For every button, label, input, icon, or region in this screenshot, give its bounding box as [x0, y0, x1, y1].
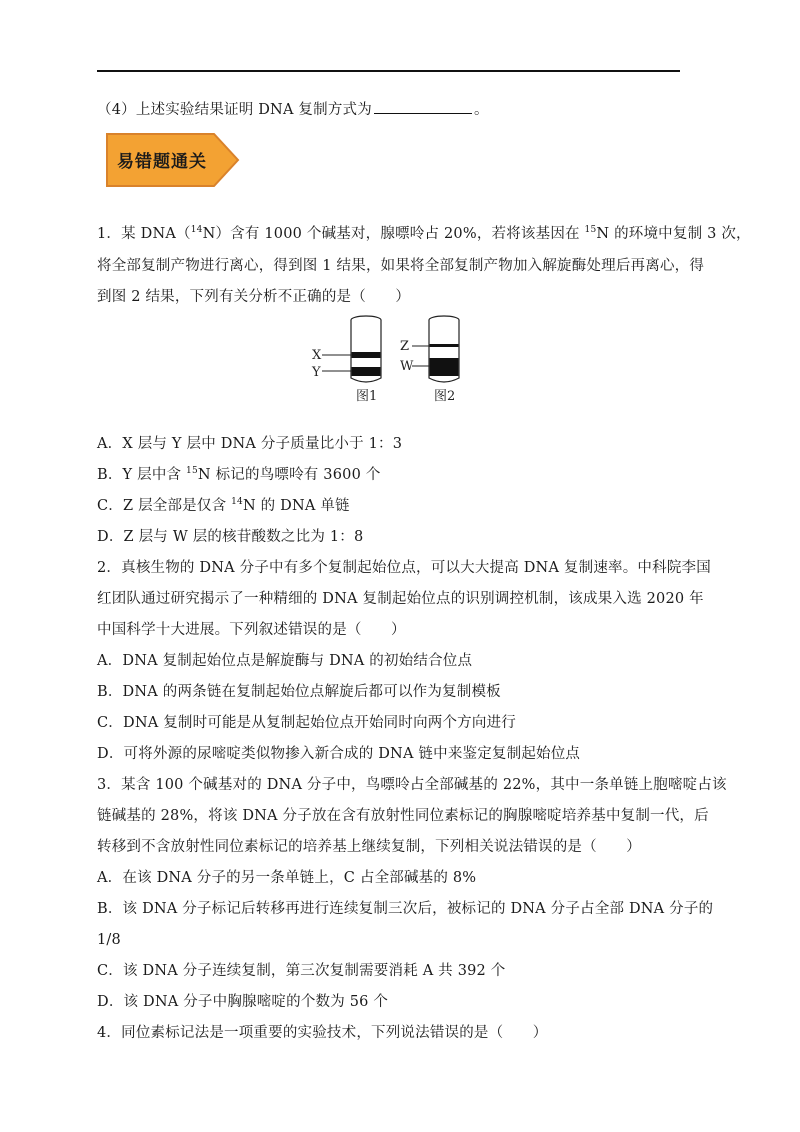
label-y: Y — [312, 365, 321, 380]
centrifuge-tubes-diagram — [308, 312, 478, 404]
band-x — [352, 352, 381, 358]
q3-option-d[interactable]: D．该 DNA 分子中胸腺嘧啶的个数为 56 个 — [97, 994, 389, 1010]
q4-line-1: 4．同位素标记法是一项重要的实验技术，下列说法错误的是（ ） — [97, 1025, 548, 1041]
band-y — [352, 367, 381, 376]
question-text: （4）上述实验结果证明 DNA 复制方式为 — [97, 102, 372, 118]
section-title: 易错题通关 — [117, 151, 207, 172]
band-z — [430, 344, 459, 347]
header-rule — [97, 70, 680, 72]
q2-line-3: 中国科学十大进展。下列叙述错误的是（ ） — [97, 622, 406, 638]
q3-option-b-cont: 1/8 — [97, 932, 121, 948]
label-z: Z — [400, 339, 410, 354]
q2-option-a[interactable]: A．DNA 复制起始位点是解旋酶与 DNA 的初始结合位点 — [97, 653, 473, 669]
q1-line-3: 到图 2 结果，下列有关分析不正确的是（ ） — [97, 289, 411, 305]
q2-line-2: 红团队通过研究揭示了一种精细的 DNA 复制起始位点的识别调控机制，该成果入选 2020 年 — [97, 591, 704, 607]
q1-option-a[interactable]: A．X 层与 Y 层中 DNA 分子质量比小于 1：3 — [97, 436, 403, 452]
question-suffix: 。 — [473, 102, 489, 118]
label-w: W — [400, 359, 414, 374]
section-banner — [106, 133, 240, 191]
fig1-caption: 图1 — [356, 389, 378, 404]
q3-line-3: 转移到不含放射性同位素标记的培养基上继续复制，下列相关说法错误的是（ ） — [97, 839, 641, 855]
q3-option-c[interactable]: C．该 DNA 分子连续复制，第三次复制需要消耗 A 共 392 个 — [97, 963, 506, 979]
q3-option-b[interactable]: B．该 DNA 分子标记后转移再进行连续复制三次后，被标记的 DNA 分子占全部 DNA 分子的 — [97, 901, 714, 917]
q1-option-c[interactable]: C．Z 层全部是仅含 $^{14}$N 的 DNA 单链 — [97, 497, 350, 514]
q2-option-b[interactable]: B．DNA 的两条链在复制起始位点解旋后都可以作为复制模板 — [97, 684, 501, 700]
tube-1 — [311, 316, 381, 404]
q2-option-d[interactable]: D．可将外源的尿嘧啶类似物掺入新合成的 DNA 链中来鉴定复制起始位点 — [97, 746, 581, 762]
q2-line-1: 2．真核生物的 DNA 分子中有多个复制起始位点，可以大大提高 DNA 复制速率。中科院李国 — [97, 560, 711, 576]
centrifuge-figure — [308, 312, 478, 408]
q1-option-d[interactable]: D．Z 层与 W 层的核苷酸数之比为 1：8 — [97, 529, 364, 545]
fig2-caption: 图2 — [434, 389, 456, 404]
q3-option-a[interactable]: A．在该 DNA 分子的另一条单链上，C 占全部碱基的 8% — [97, 870, 477, 886]
answer-blank[interactable] — [374, 99, 472, 114]
q3-line-1: 3．某含 100 个碱基对的 DNA 分子中，鸟嘌呤占全部碱基的 22%，其中一条单链上胞嘧啶占该 — [97, 777, 727, 793]
q1-line-1: 1．某 DNA（$^{14}$N）含有 1000 个碱基对，腺嘌呤占 20%，若将该基因在 $^{15}$N 的环境中复制 3 次， — [97, 225, 751, 242]
band-w — [430, 358, 459, 376]
question-4-fill-blank — [97, 99, 489, 120]
tube-2 — [400, 316, 459, 404]
label-x: X — [312, 348, 322, 363]
q2-option-c[interactable]: C．DNA 复制时可能是从复制起始位点开始同时向两个方向进行 — [97, 715, 516, 731]
q1-line-2: 将全部复制产物进行离心，得到图 1 结果，如果将全部复制产物加入解旋酶处理后再离心，得 — [97, 258, 705, 274]
q3-line-2: 链碱基的 28%，将该 DNA 分子放在含有放射性同位素标记的胸腺嘧啶培养基中复制一代，后 — [97, 808, 709, 824]
q1-option-b[interactable]: B．Y 层中含 $^{15}$N 标记的鸟嘌呤有 3600 个 — [97, 466, 381, 483]
